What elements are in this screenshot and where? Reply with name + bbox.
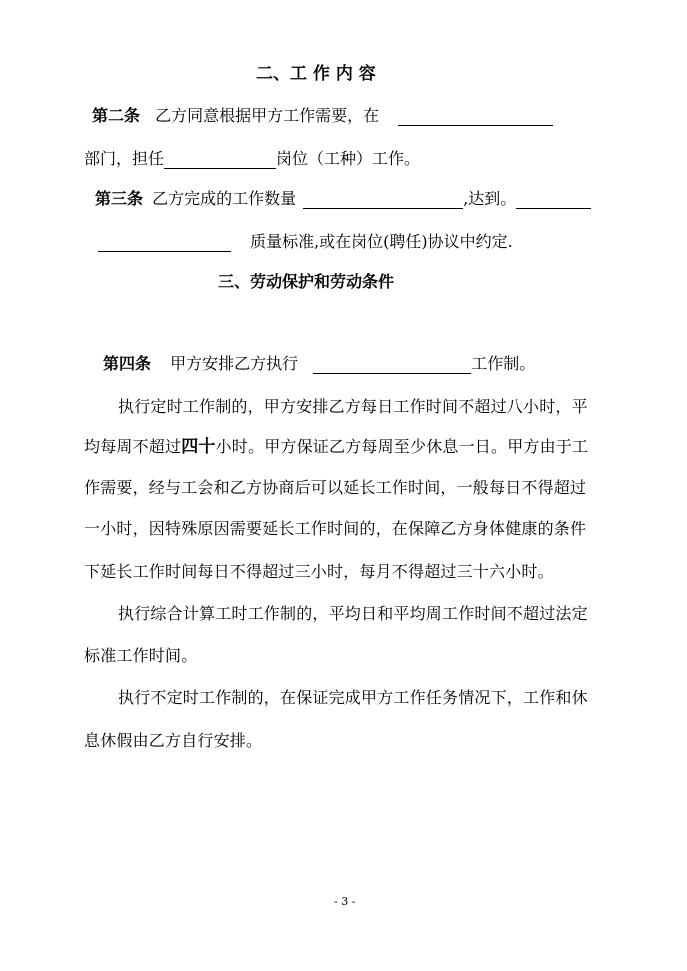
paragraph-1-bold-forty: 四十 — [181, 437, 216, 457]
quality-blank-1[interactable] — [516, 192, 591, 209]
work-system-blank[interactable] — [313, 357, 471, 374]
article-2-text: 乙方同意根据甲方工作需要，在 — [155, 106, 380, 125]
article-2-line-1 — [92, 106, 553, 126]
work-quantity-blank[interactable] — [303, 192, 463, 209]
article-3-text-standard: 质量标准,或在岗位(聘任)协议中约定. — [250, 232, 513, 251]
article-3-line-1 — [95, 189, 591, 209]
article-4-text-system: 工作制。 — [471, 354, 536, 373]
article-2-text-position: 岗位（工种）工作。 — [276, 149, 421, 168]
paragraph-1-text-a: 均每周不超过 — [84, 437, 182, 456]
article-3-text-reach: ,达到。 — [463, 189, 517, 208]
article-2-label: 第二条 — [92, 106, 141, 125]
paragraph-1-text-c: 小时。甲方保证乙方每周至少休息一日。甲方由于工 — [215, 437, 589, 456]
position-blank[interactable] — [164, 152, 276, 169]
quality-blank-2[interactable] — [98, 235, 231, 252]
article-2-text-dept: 部门，担任 — [84, 149, 165, 168]
paragraph-1-line-1: 执行定时工作制的，甲方安排乙方每日工作时间不超过八小时，平 — [118, 397, 588, 416]
paragraph-1-line-4: 一小时，因特殊原因需要延长工作时间的，在保障乙方身体健康的条件 — [84, 519, 587, 538]
paragraph-1-line-3: 作需要，经与工会和乙方协商后可以延长工作时间，一般每日不得超过 — [84, 478, 587, 497]
article-3-label: 第三条 — [95, 189, 144, 208]
paragraph-2-line-1: 执行综合计算工时工作制的，平均日和平均周工作时间不超过法定 — [118, 604, 588, 623]
section-3-title: 三、劳动保护和劳动条件 — [218, 272, 395, 291]
section-2-title: 二、工 作 内 容 — [256, 64, 376, 84]
paragraph-1-line-2 — [84, 437, 588, 457]
article-3-line-2 — [98, 232, 513, 252]
article-2-line-2 — [84, 149, 420, 169]
department-blank[interactable] — [398, 109, 553, 126]
page-number: - 3 - — [334, 895, 356, 908]
paragraph-3-line-1: 执行不定时工作制的，在保证完成甲方工作任务情况下，工作和休 — [118, 688, 588, 707]
article-4-text: 甲方安排乙方执行 — [170, 354, 299, 373]
article-4-line — [103, 354, 535, 374]
article-4-label: 第四条 — [103, 354, 152, 373]
paragraph-2-line-2: 标准工作时间。 — [84, 646, 198, 665]
article-3-text: 乙方完成的工作数量 — [152, 189, 297, 208]
paragraph-1-line-5: 下延长工作时间每日不得超过三小时，每月不得超过三十六小时。 — [84, 562, 554, 581]
paragraph-3-line-2: 息休假由乙方自行安排。 — [84, 731, 263, 750]
